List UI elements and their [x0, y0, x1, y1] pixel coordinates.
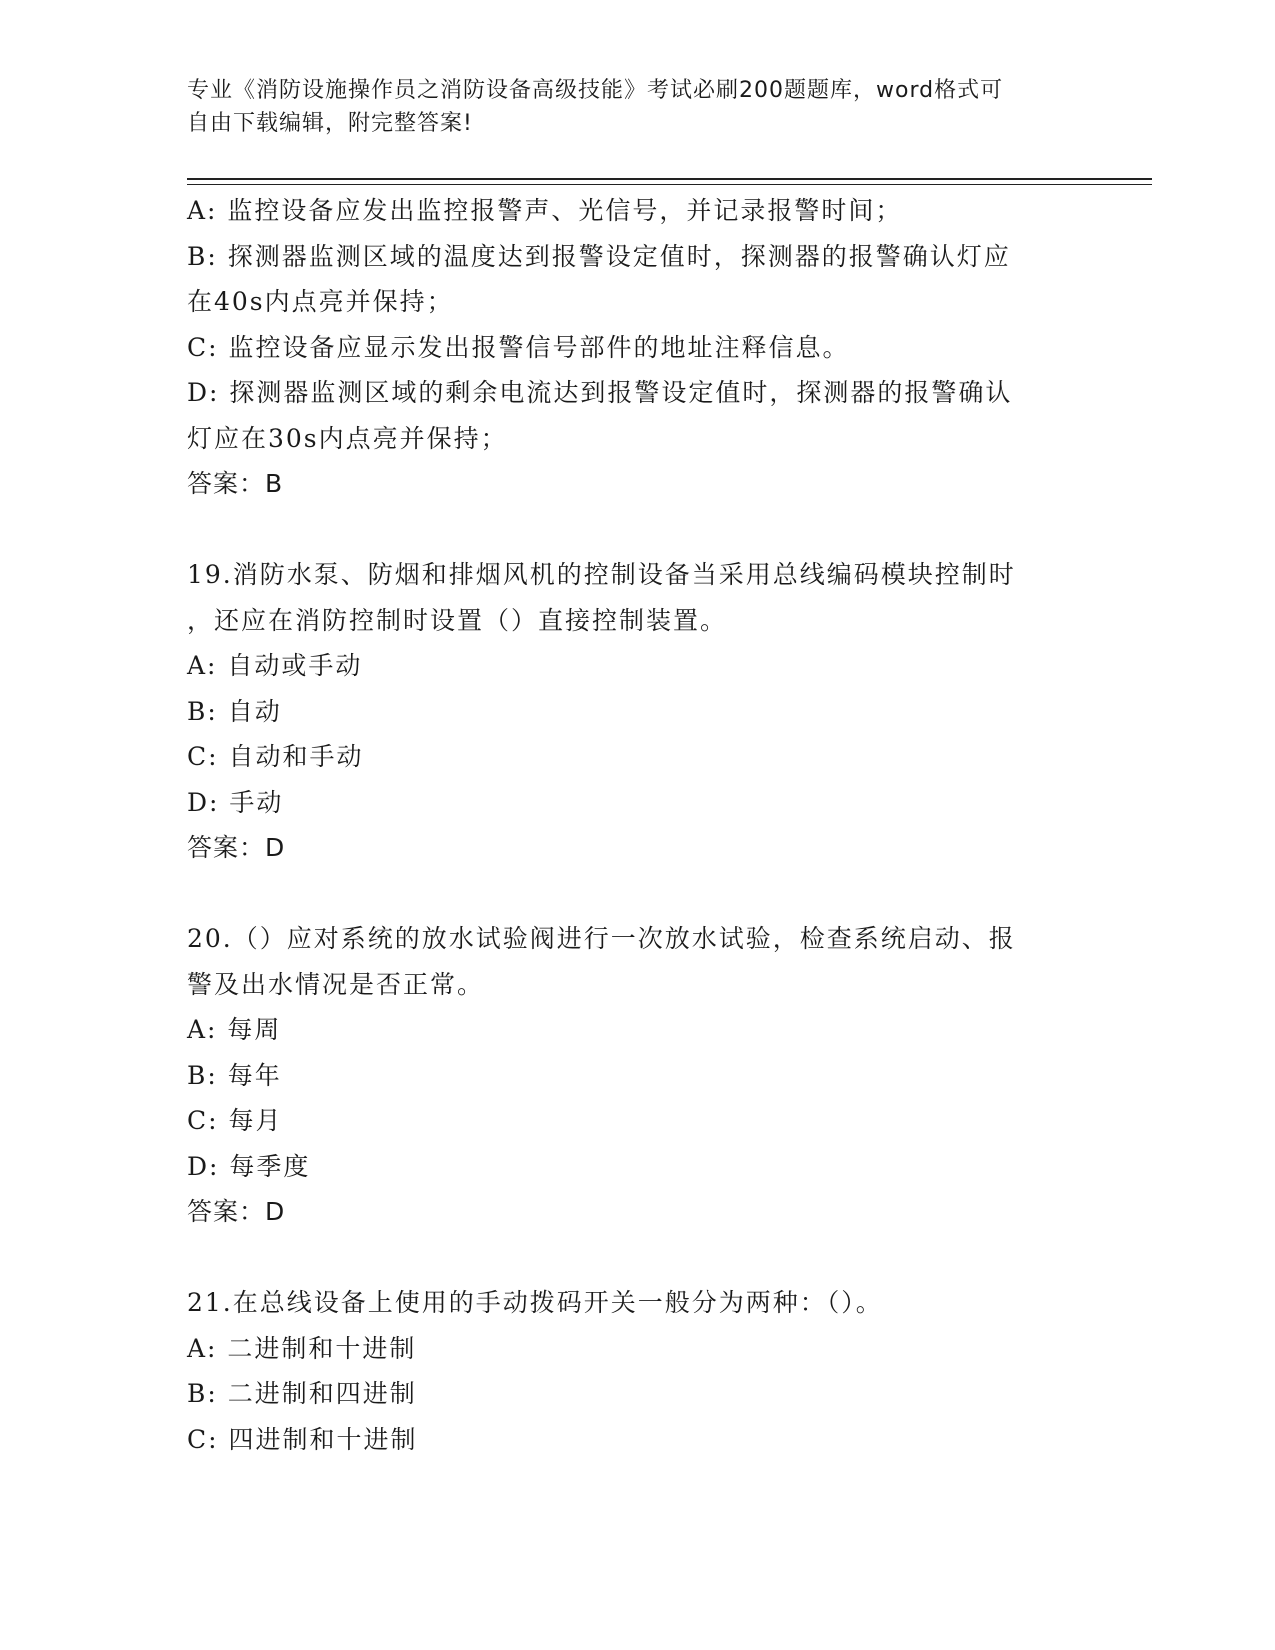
question-stem: 21.在总线设备上使用的手动拨码开关一般分为两种：（）。: [187, 1288, 883, 1317]
question-stem-continued: ，还应在消防控制时设置（）直接控制装置。: [187, 605, 728, 635]
option-d: D: 每季度: [187, 1151, 311, 1181]
option-a: A: 自动或手动: [187, 651, 363, 680]
option-c: C: 四进制和十进制: [187, 1424, 418, 1454]
option-a: A: 二进制和十进制: [187, 1333, 417, 1363]
question-list: [187, 188, 1077, 1462]
option-b: B: 自动: [187, 696, 282, 726]
option-c: C: 监控设备应显示发出报警信号部件的地址注释信息。: [187, 332, 850, 362]
answer: 答案：B: [187, 469, 284, 498]
header-divider-thick: [187, 178, 1152, 180]
option-b: B: 探测器监测区域的温度达到报警设定值时，探测器的报警确认灯应: [187, 241, 1011, 271]
answer: 答案：D: [187, 833, 286, 862]
question-18-continued: [187, 188, 1077, 507]
option-b: B: 每年: [187, 1060, 282, 1090]
option-d-continued: 灯应在30s内点亮并保持；: [187, 423, 508, 453]
option-b: B: 二进制和四进制: [187, 1379, 417, 1408]
header-line-1: 专业《消防设施操作员之消防设备高级技能》考试必刷200题题库，word格式可: [187, 78, 1004, 103]
answer: 答案：D: [187, 1197, 286, 1226]
question-21: [187, 1280, 1077, 1462]
question-stem-continued: 警及出水情况是否正常。: [187, 969, 485, 999]
header-line-2: 自由下载编辑，附完整答案!: [187, 111, 473, 136]
option-c: C: 每月: [187, 1106, 283, 1135]
option-c: C: 自动和手动: [187, 742, 364, 771]
option-d: D: 手动: [187, 787, 284, 817]
option-b-continued: 在40s内点亮并保持；: [187, 287, 454, 316]
option-a: A: 每周: [187, 1015, 282, 1044]
header-divider-thin: [187, 184, 1152, 185]
question-19: [187, 552, 1077, 871]
option-a: A: 监控设备应发出监控报警声、光信号，并记录报警时间；: [187, 196, 903, 225]
document-header: [187, 74, 1067, 140]
question-stem: 20.（）应对系统的放水试验阀进行一次放水试验，检查系统启动、报: [187, 924, 1016, 953]
question-20: [187, 916, 1077, 1235]
question-stem: 19.消防水泵、防烟和排烟风机的控制设备当采用总线编码模块控制时: [187, 560, 1016, 589]
option-d: D: 探测器监测区域的剩余电流达到报警设定值时，探测器的报警确认: [187, 378, 1013, 407]
